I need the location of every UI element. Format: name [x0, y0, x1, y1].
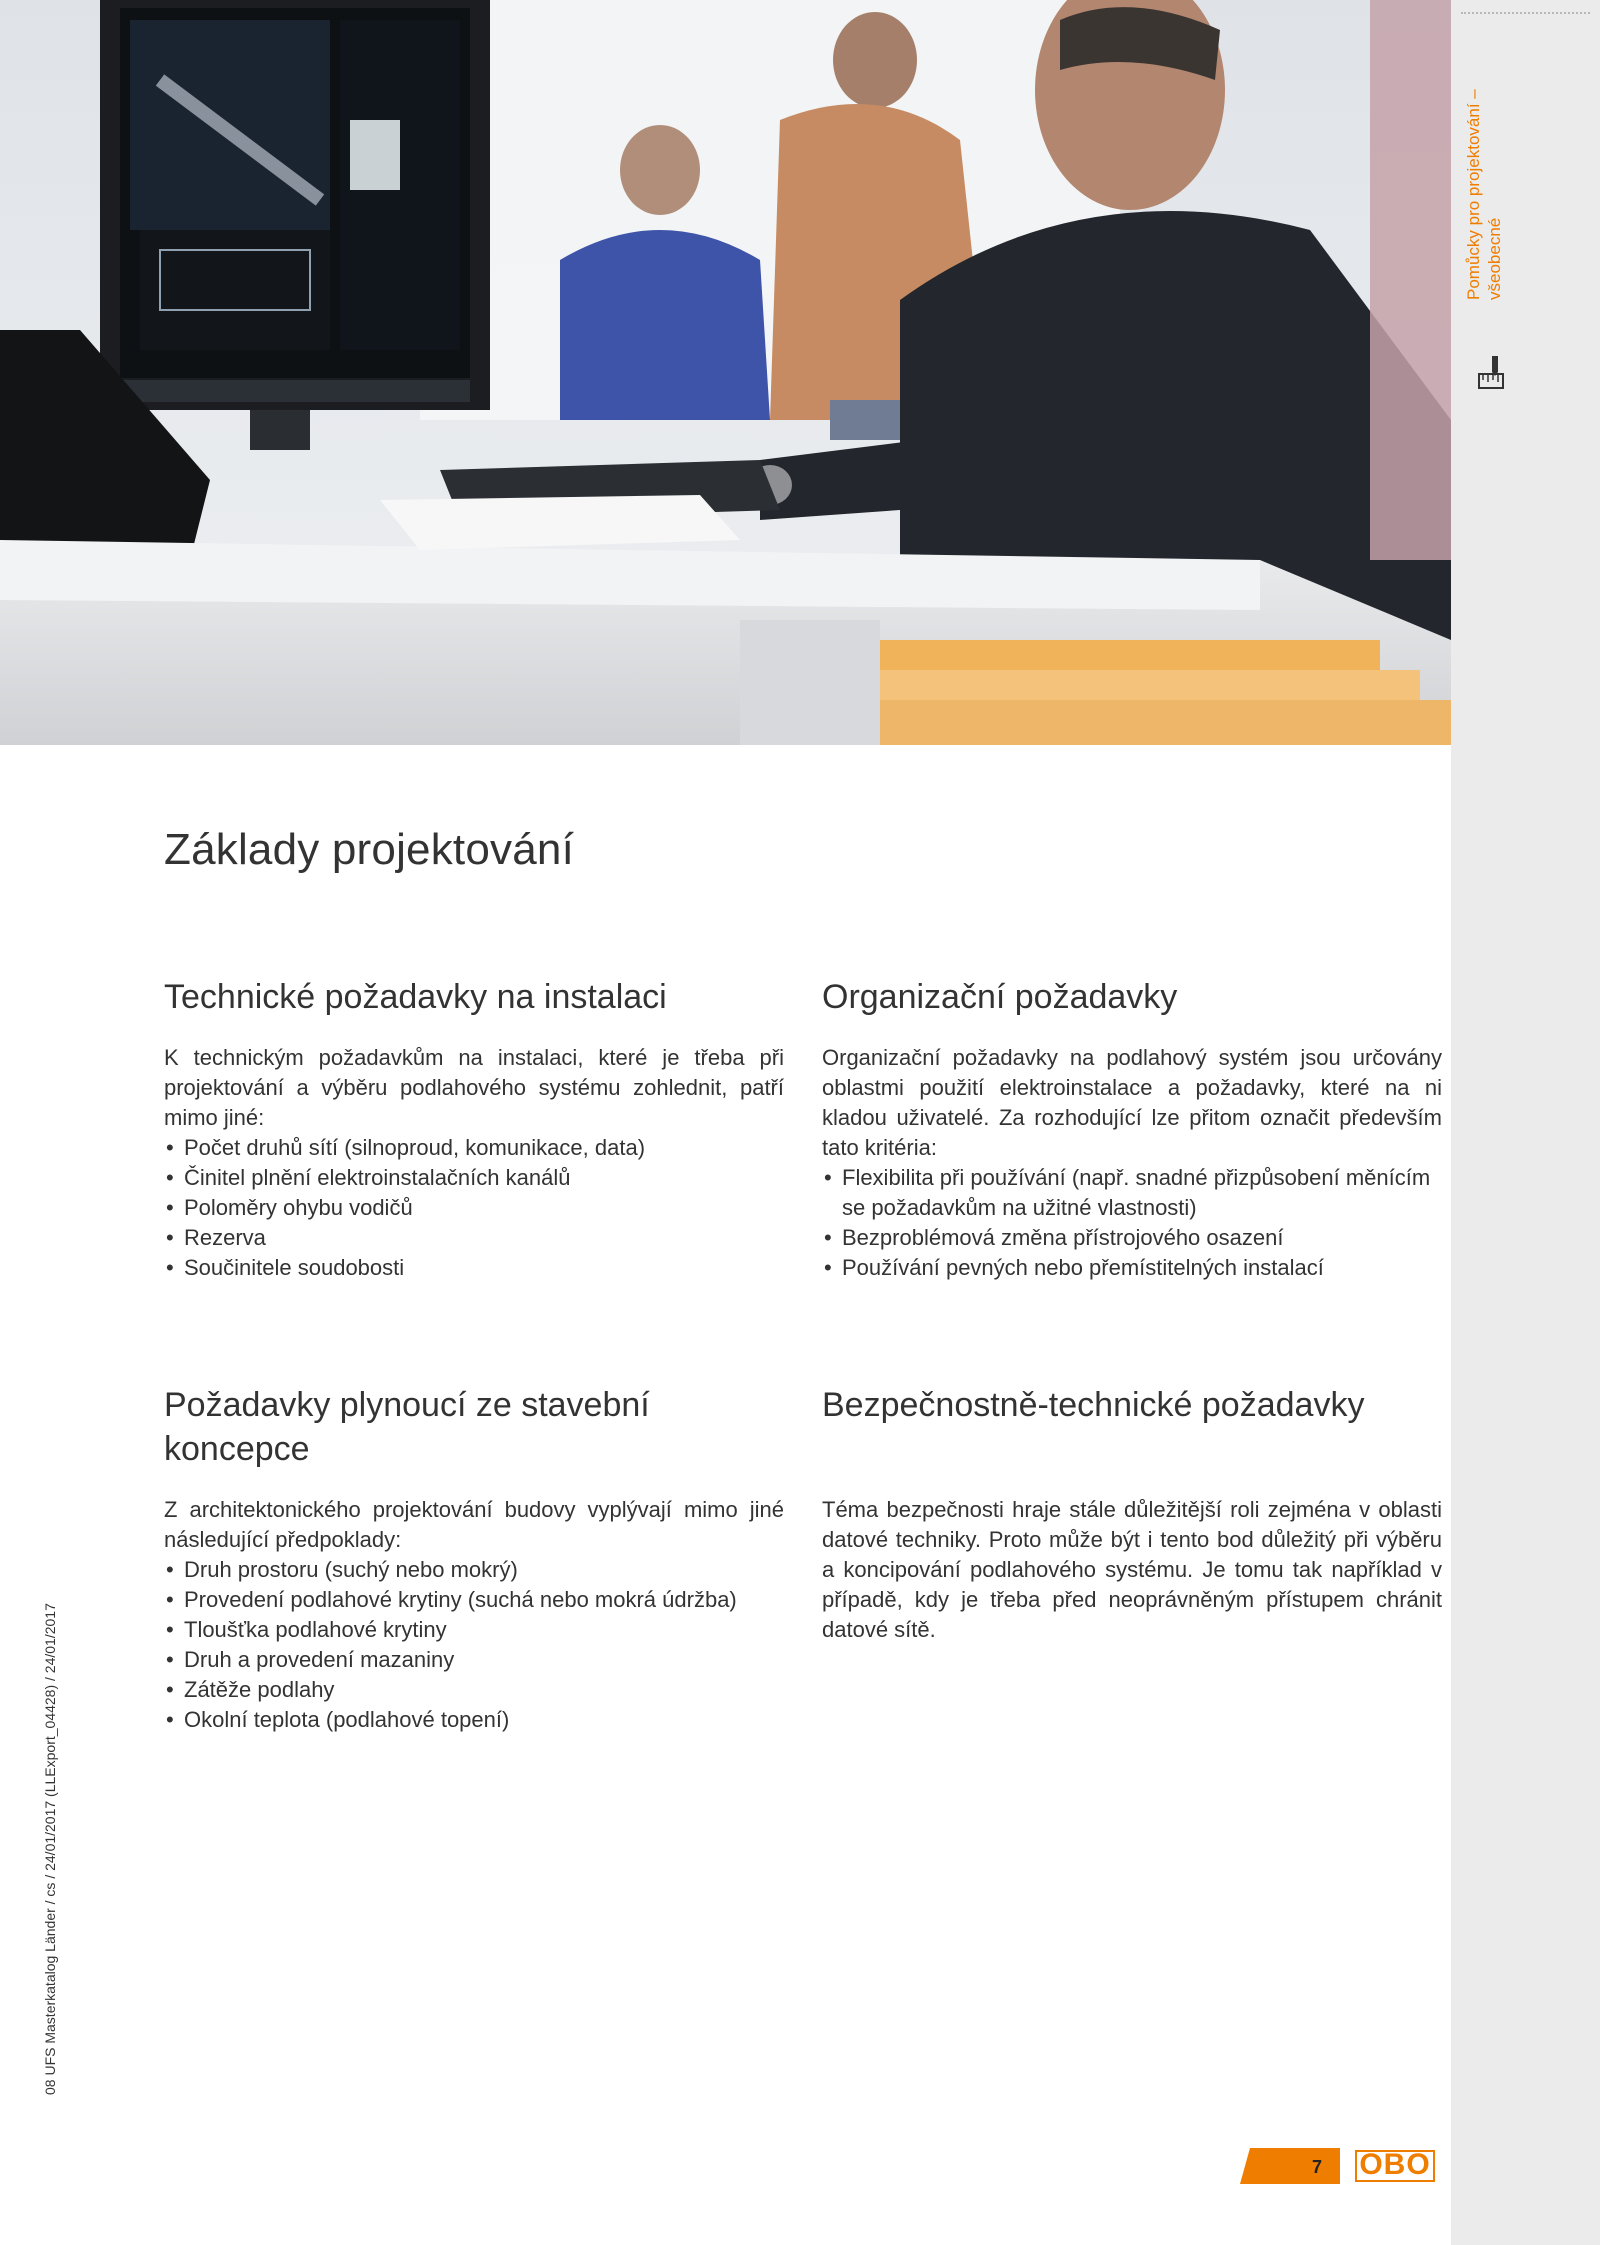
- section-heading: Požadavky plynoucí ze stavební koncepce: [164, 1386, 650, 1468]
- print-metadata-text: 08 UFS Masterkatalog Länder / cs / 24/01/2017 (LLExport_04428) / 24/01/2017: [42, 1603, 58, 2095]
- right-sidebar: [1451, 0, 1600, 2245]
- page-title: Základy projektování: [164, 825, 574, 874]
- list-item: • Flexibilita při používání (např. snadné přizpůsobení měnícím se požadavkům na užitné vlastnosti): [822, 1163, 1442, 1223]
- list-item: • Součinitele soudobosti: [164, 1253, 784, 1283]
- list-item: • Činitel plnění elektroinstalačních kanálů: [164, 1163, 784, 1193]
- list-item: • Počet druhů sítí (silnoproud, komunikace, data): [164, 1133, 784, 1163]
- section-heading: Technické požadavky na instalaci: [164, 978, 667, 1016]
- section-safety-requirements: [822, 1383, 1442, 1645]
- section-heading: Organizační požadavky: [822, 978, 1178, 1016]
- list-item: • Poloměry ohybu vodičů: [164, 1193, 784, 1223]
- bullet-list: [822, 1163, 1442, 1283]
- list-item: • Rezerva: [164, 1223, 784, 1253]
- page-number: 7: [1311, 2157, 1322, 2177]
- list-item: • Používání pevných nebo přemístitelných instalací: [822, 1253, 1442, 1283]
- obo-logo-text: OBO: [1359, 2148, 1431, 2181]
- section-technical-requirements: [164, 975, 784, 1283]
- list-item: • Zátěže podlahy: [164, 1675, 784, 1705]
- section-tab-label: [1463, 0, 1523, 300]
- list-item: • Druh a provedení mazaniny: [164, 1645, 784, 1675]
- list-item: • Tloušťka podlahové krytiny: [164, 1615, 784, 1645]
- list-item: • Provedení podlahové krytiny (suchá nebo mokrá údržba): [164, 1585, 784, 1615]
- bullet-list: [164, 1133, 784, 1283]
- section-body: K technickým požadavkům na instalaci, které je třeba při projektování a výběru podlahového systému zohlednit, patří mimo jiné:: [164, 1045, 784, 1130]
- hero-photo: [0, 0, 1451, 745]
- section-tab-label-line2: všeobecné: [1485, 217, 1504, 300]
- section-body: Téma bezpečnosti hraje stále důležitější roli zejména v oblasti datové techniky. Proto může být i tento bod důležitý při výběru a koncipování podlahového systému. Je tomu tak například v případě, kdy je třeba před neoprávněným přístupem chránit datové sítě.: [822, 1497, 1442, 1642]
- section-organizational-requirements: [822, 975, 1442, 1283]
- section-tab-label-line1: Pomůcky pro projektování –: [1464, 89, 1483, 300]
- bullet-list: [164, 1555, 784, 1735]
- list-item: • Okolní teplota (podlahové topení): [164, 1705, 784, 1735]
- ruler-pencil-icon: [1478, 354, 1508, 390]
- section-building-concept-requirements: [164, 1383, 784, 1735]
- section-body: Z architektonického projektování budovy vyplývají mimo jiné následující předpoklady:: [164, 1497, 784, 1552]
- list-item: • Druh prostoru (suchý nebo mokrý): [164, 1555, 784, 1585]
- section-heading: Bezpečnostně-technické požadavky: [822, 1386, 1365, 1424]
- list-item: • Bezproblémová změna přístrojového osazení: [822, 1223, 1442, 1253]
- section-body: Organizační požadavky na podlahový systém jsou určovány oblastmi použití elektroinstalace a požadavky, které na ni kladou uživatelé. Za rozhodující lze přitom označit především tato kritéria:: [822, 1045, 1442, 1160]
